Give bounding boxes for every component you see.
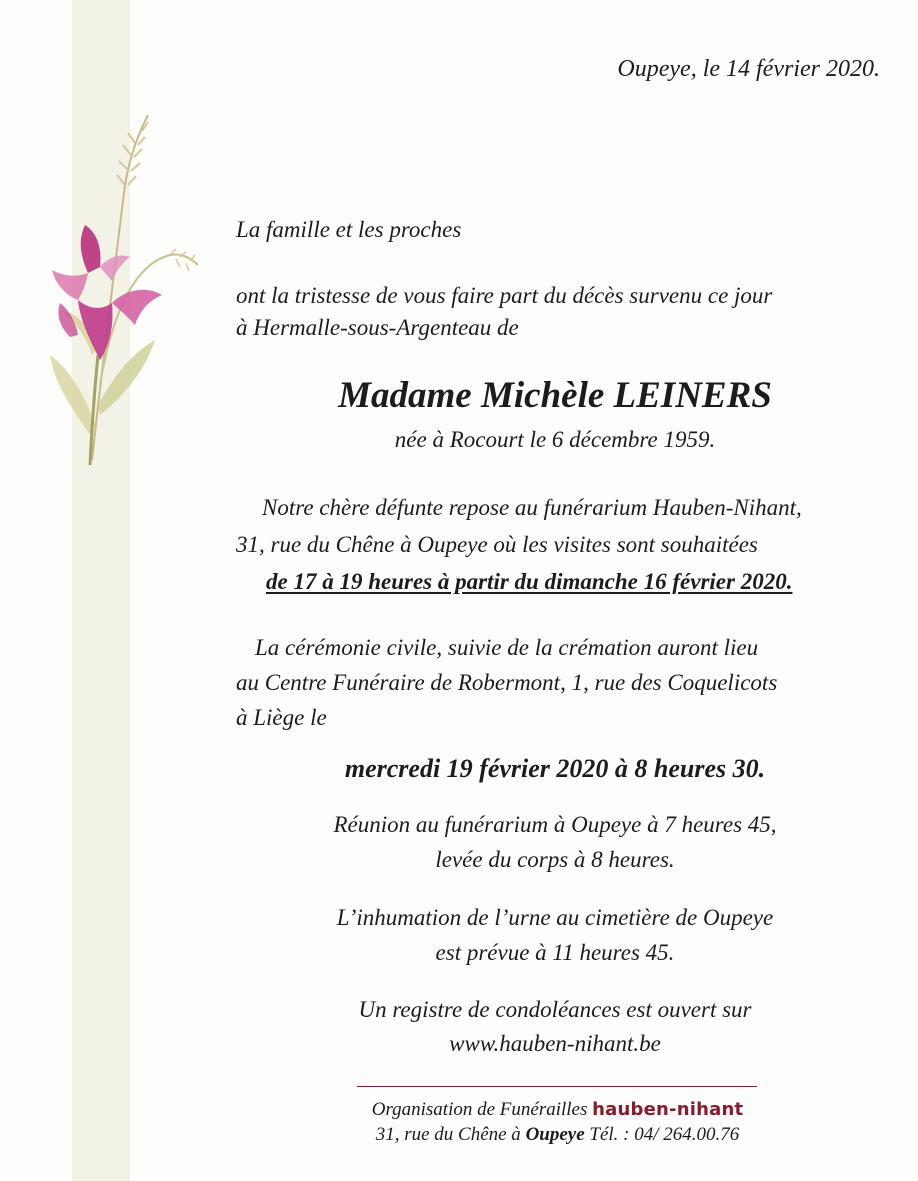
meeting-line-2: levée du corps à 8 heures. <box>435 847 675 872</box>
meeting-line-1: Réunion au funérarium à Oupeye à 7 heures 45, <box>333 812 777 837</box>
visitation-hours: de 17 à 19 heures à partir du dimanche 16 février 2020. <box>266 569 793 594</box>
deceased-birth: née à Rocourt le 6 décembre 1959. <box>394 427 716 452</box>
condolences-line: Un registre de condoléances est ouvert sur <box>358 997 752 1022</box>
footer-address-prefix: 31, rue du Chêne à <box>375 1124 521 1145</box>
condolences-website[interactable]: www.hauben-nihant.be <box>449 1031 661 1056</box>
footer-org-label: Organisation de Funérailles <box>371 1099 588 1120</box>
intro-location: à Hermalle-sous-Argenteau de <box>236 315 519 340</box>
brand-logo: hauben-nihant <box>592 1099 744 1120</box>
place-date: Oupeye, le 14 février 2020. <box>617 56 880 82</box>
ceremony-line-1: La cérémonie civile, suivie de la crémation auront lieu <box>255 635 759 660</box>
visitation-line-1: Notre chère défunte repose au funérarium Hauben-Nihant, <box>262 495 802 520</box>
footer-phone: Tél. : 04/ 264.00.76 <box>589 1124 740 1145</box>
footer-organisation <box>320 1097 795 1123</box>
ceremony-line-2: au Centre Funéraire de Robermont, 1, rue des Coquelicots <box>236 670 778 695</box>
visitation-line-2: 31, rue du Chêne à Oupeye où les visites sont souhaitées <box>236 532 758 557</box>
footer-address <box>320 1122 795 1148</box>
deceased-name: Madame Michèle LEINERS <box>338 375 772 416</box>
footer-town: Oupeye <box>525 1124 585 1145</box>
intro-announcement: ont la tristesse de vous faire part du décès survenu ce jour <box>236 283 773 308</box>
calla-lily-illustration <box>30 105 210 475</box>
ceremony-datetime: mercredi 19 février 2020 à 8 heures 30. <box>344 754 766 783</box>
footer-divider <box>357 1086 757 1087</box>
burial-line-1: L’inhumation de l’urne au cimetière de Oupeye <box>336 905 774 930</box>
intro-family: La famille et les proches <box>236 217 462 242</box>
burial-line-2: est prévue à 11 heures 45. <box>435 940 675 965</box>
ceremony-line-3: à Liège le <box>236 705 327 730</box>
